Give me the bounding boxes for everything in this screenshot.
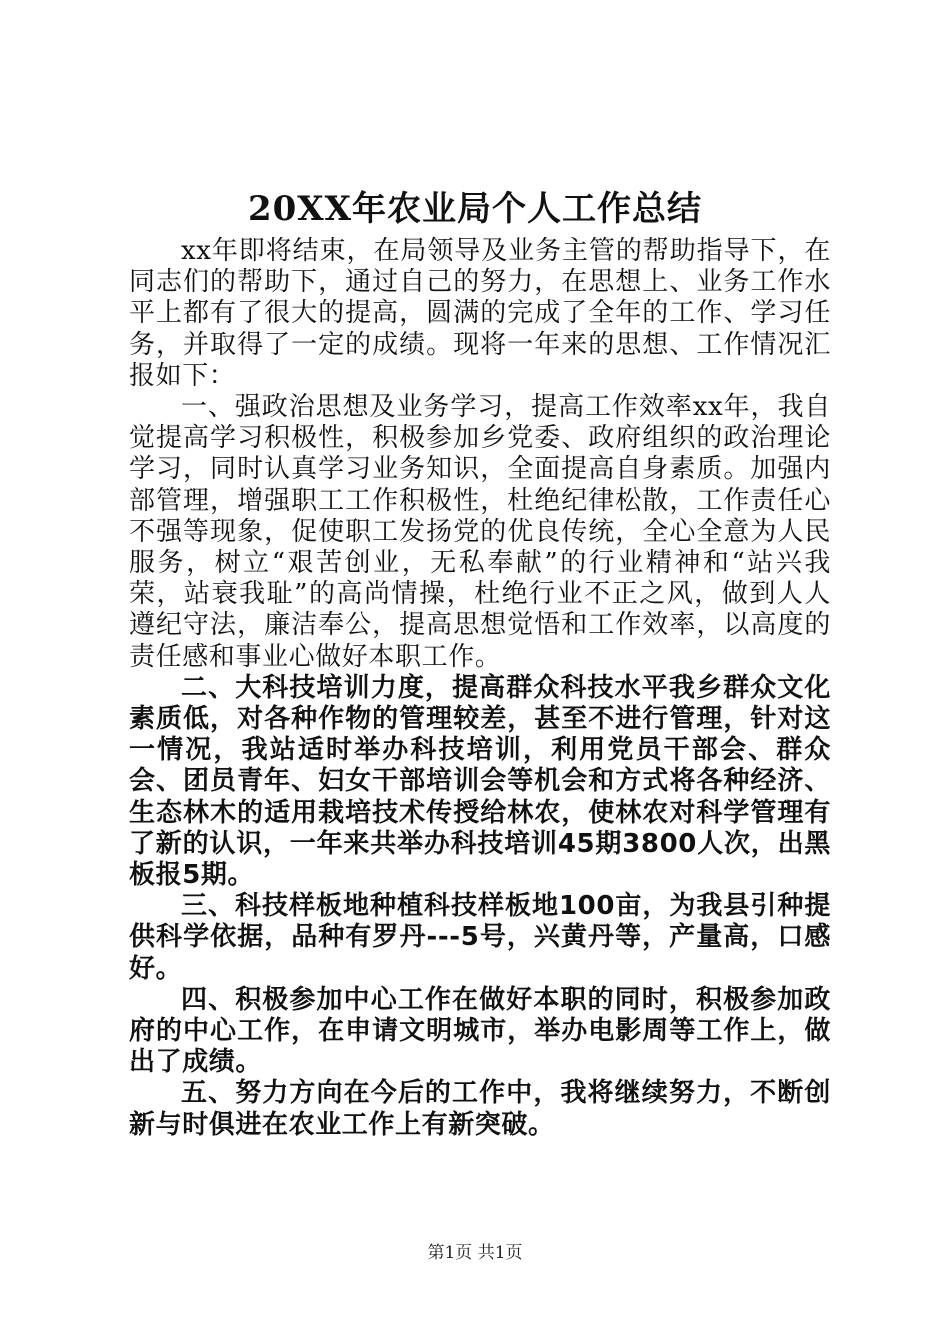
section-3-paragraph: 三、科技样板地种植科技样板地100亩，为我县引种提供科学依据，品种有罗丹---5号，兴黄丹等，产量高，口感好。: [129, 891, 831, 984]
section-4-paragraph: 四、积极参加中心工作在做好本职的同时，积极参加政府的中心工作，在申请文明城市，举办电影周等工作上，做出了成绩。: [129, 984, 831, 1078]
document-title: 20XX年农业局个人工作总结: [247, 189, 703, 229]
page-number-footer: 第1页 共1页: [427, 1243, 523, 1263]
section-2-paragraph: 二、大科技培训力度，提高群众科技水平我乡群众文化素质低，对各种作物的管理较差，甚至不进行管理，针对这一情况，我站适时举办科技培训，利用党员干部会、群众会、团员青年、妇女干部培训会等机会和方式将各种经济、生态林木的适用栽培技术传授给林农，使林农对科学管理有了新的认识，一年来共举办科技培训45期3800人次，出黑板报5期。: [129, 672, 831, 891]
intro-paragraph: xx年即将结束，在局领导及业务主管的帮助指导下，在同志们的帮助下，通过自己的努力，在思想上、业务工作水平上都有了很大的提高，圆满的完成了全年的工作、学习任务，并取得了一定的成绩。现将一年来的思想、工作情况汇报如下：: [129, 236, 831, 391]
document-body: [129, 236, 831, 1141]
section-5-paragraph: 五、努力方向在今后的工作中，我将继续努力，不断创新与时俱进在农业工作上有新突破。: [129, 1078, 831, 1140]
section-1-paragraph: 一、强政治思想及业务学习，提高工作效率xx年，我自觉提高学习积极性，积极参加乡党委、政府组织的政治理论学习，同时认真学习业务知识，全面提高自身素质。加强内部管理，增强职工工作积极性，杜绝纪律松散，工作责任心不强等现象，促使职工发扬党的优良传统，全心全意为人民服务，树立“艰苦创业，无私奉献”的行业精神和“站兴我荣，站衰我耻”的高尚情操，杜绝行业不正之风，做到人人遵纪守法，廉洁奉公，提高思想觉悟和工作效率，以高度的责任感和事业心做好本职工作。: [129, 392, 831, 672]
